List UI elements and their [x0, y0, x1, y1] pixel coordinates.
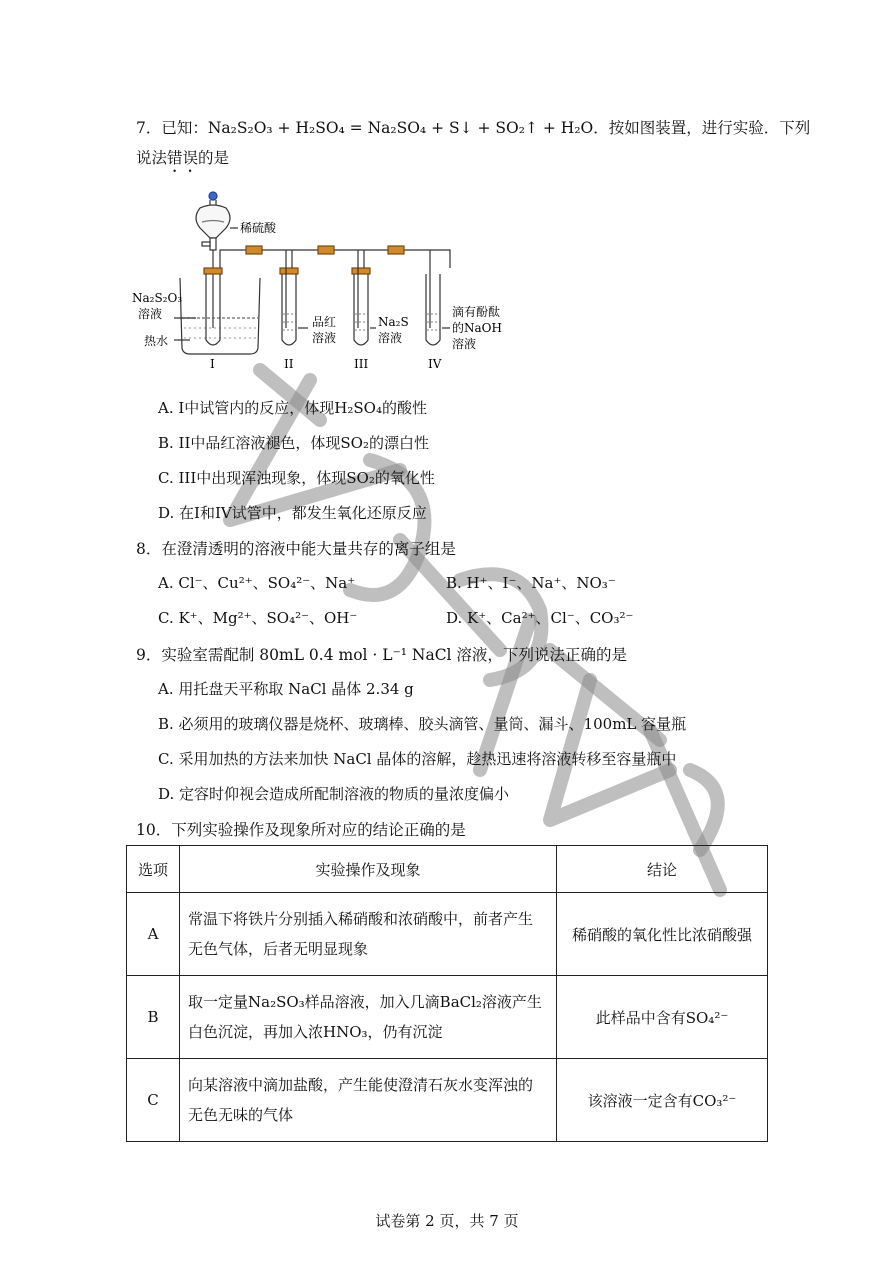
q8-stem: 8．在澄清透明的溶液中能大量共存的离子组是	[136, 540, 456, 558]
q7-stem-line1: 7．已知：Na₂S₂O₃ + H₂SO₄ = Na₂SO₄ + S↓ + SO₂↑ + H₂O．按如图装置，进行实验．下列	[136, 119, 811, 137]
row-option: C	[127, 1059, 180, 1142]
stopper-1	[204, 268, 222, 274]
table-row	[127, 976, 768, 1059]
separatory-funnel	[196, 205, 230, 238]
q9-option-b: B. 必须用的玻璃仪器是烧杯、玻璃棒、胶头滴管、量筒、漏斗、100mL 容量瓶	[158, 715, 687, 733]
table-row	[127, 1059, 768, 1142]
label-naoh-line2: 的NaOH	[452, 321, 502, 335]
label-na2s2o3-line1: Na₂S₂O₃	[132, 291, 183, 305]
label-na2s-line1: Na₂S	[378, 315, 409, 329]
connector-3	[388, 246, 404, 254]
label-hot-water: 热水	[144, 334, 169, 348]
test-tube-4	[426, 274, 440, 345]
tube-label-2: II	[284, 357, 294, 371]
test-tube-3	[354, 274, 368, 345]
q7-stem-line2	[136, 146, 229, 176]
label-pinhong-line2: 溶液	[312, 331, 337, 345]
row-operation-line1: 向某溶液中滴加盐酸，产生能使澄清石灰水变浑浊的	[188, 1076, 534, 1094]
tube-label-3: III	[354, 357, 369, 371]
row-operation-line2: 无色气体，后者无明显现象	[188, 940, 369, 958]
table-header-row	[127, 846, 768, 893]
q9-option-d: D. 定容时仰视会造成所配制溶液的物质的量浓度偏小	[158, 785, 510, 803]
q9-option-a: A. 用托盘天平称取 NaCl 晶体 2.34 g	[158, 680, 414, 698]
q7-option-b: B. II中品红溶液褪色，体现SO₂的漂白性	[158, 434, 429, 452]
q8-option-c: C. K⁺、Mg²⁺、SO₄²⁻、OH⁻	[158, 609, 358, 627]
header-operation: 实验操作及现象	[180, 846, 557, 893]
label-naoh-line1: 滴有酚酞	[452, 305, 501, 319]
header-conclusion: 结论	[557, 846, 768, 893]
row-operation-line1: 取一定量Na₂SO₃样品溶液，加入几滴BaCl₂溶液产生	[188, 993, 542, 1011]
label-naoh-line3: 溶液	[452, 337, 477, 351]
row-option: A	[127, 893, 180, 976]
q7-stem-emphasis: 错误	[167, 149, 199, 167]
q7-option-d: D. 在I和IV试管中，都发生氧化还原反应	[158, 504, 427, 522]
q7-option-c: C. III中出现浑浊现象，体现SO₂的氧化性	[158, 469, 435, 487]
row-conclusion: 稀硝酸的氧化性比浓硝酸强	[557, 893, 768, 976]
row-option: B	[127, 976, 180, 1059]
header-option: 选项	[127, 846, 180, 893]
q7-stem-post: 的是	[198, 149, 230, 167]
label-dilute-sulfuric-acid: 稀硫酸	[240, 221, 277, 235]
q10-table	[126, 845, 768, 1142]
tube-label-1: I	[210, 357, 215, 371]
funnel-stopper	[209, 192, 217, 200]
row-operation	[180, 893, 557, 976]
apparatus-diagram	[130, 188, 510, 378]
row-conclusion: 此样品中含有SO₄²⁻	[557, 976, 768, 1059]
funnel-stopcock	[202, 242, 210, 246]
row-operation	[180, 1059, 557, 1142]
tube-label-4: IV	[428, 357, 442, 371]
q10-stem: 10．下列实验操作及现象所对应的结论正确的是	[136, 821, 466, 839]
row-conclusion: 该溶液一定含有CO₃²⁻	[557, 1059, 768, 1142]
row-operation-line2: 无色无味的气体	[188, 1106, 294, 1124]
stopper-3	[352, 268, 370, 274]
label-na2s-line2: 溶液	[378, 331, 403, 345]
q8-option-b: B. H⁺、I⁻、Na⁺、NO₃⁻	[446, 574, 616, 592]
row-operation-line2: 白色沉淀，再加入浓HNO₃，仍有沉淀	[188, 1023, 443, 1041]
row-operation	[180, 976, 557, 1059]
connector-1	[246, 246, 262, 254]
q8-option-d: D. K⁺、Ca²⁺、Cl⁻、CO₃²⁻	[446, 609, 634, 627]
label-pinhong-line1: 品红	[312, 315, 337, 329]
table-row	[127, 893, 768, 976]
connector-2	[318, 246, 334, 254]
label-na2s2o3-line2: 溶液	[138, 307, 163, 321]
q7-option-a: A. I中试管内的反应，体现H₂SO₄的酸性	[158, 399, 427, 417]
q9-option-c: C. 采用加热的方法来加快 NaCl 晶体的溶解，趁热迅速将溶液转移至容量瓶中	[158, 750, 677, 768]
stopper-2	[280, 268, 298, 274]
row-operation-line1: 常温下将铁片分别插入稀硝酸和浓硝酸中，前者产生	[188, 910, 534, 928]
page-footer: 试卷第 2 页，共 7 页	[375, 1212, 519, 1230]
q7-stem-pre: 说法	[136, 149, 168, 167]
q9-stem: 9．实验室需配制 80mL 0.4 mol · L⁻¹ NaCl 溶液，下列说法正确的是	[136, 646, 627, 664]
q8-option-a: A. Cl⁻、Cu²⁺、SO₄²⁻、Na⁺	[158, 574, 356, 592]
test-tube-2	[282, 274, 296, 345]
